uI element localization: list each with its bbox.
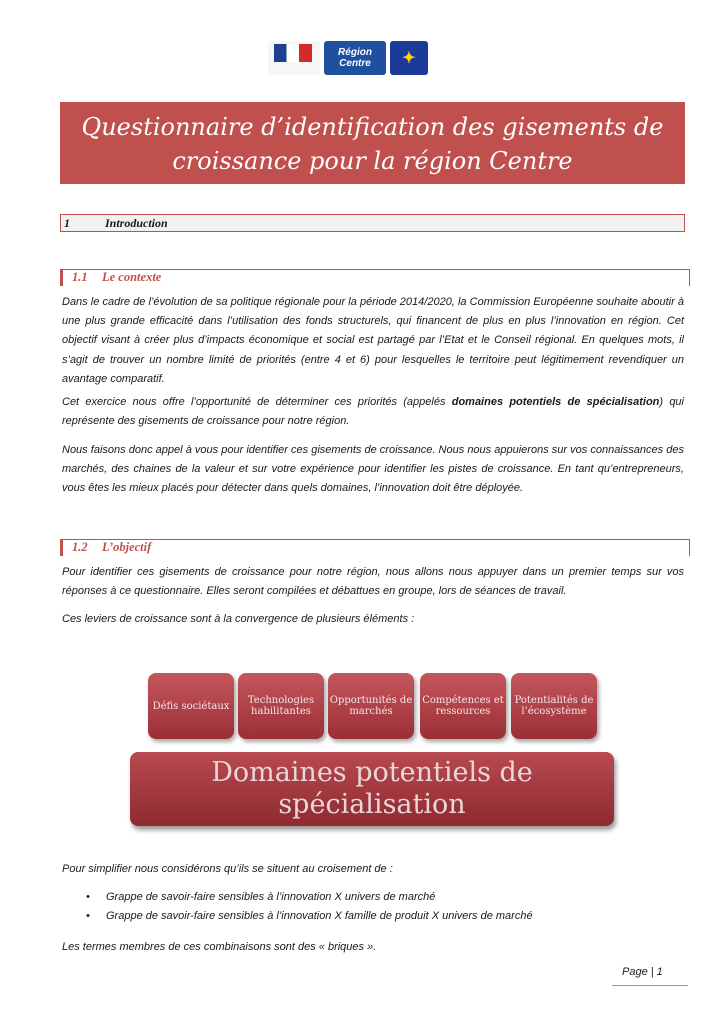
logo-bar	[268, 40, 478, 76]
tile-technologies-habilitantes: Technologies habilitantes	[238, 673, 324, 739]
tile-competences-ressources: Compétences et ressources	[420, 673, 506, 739]
banner-line1: Domaines potentiels de	[211, 757, 533, 788]
region-centre-line1: Région	[338, 47, 372, 58]
region-centre-logo	[324, 41, 386, 75]
bullet-icon: •	[86, 910, 90, 922]
heading-text: Introduction	[105, 216, 168, 230]
paragraph-text: ) qui représente des gisements de croissance pour notre région.	[62, 396, 684, 428]
heading-accent-bar	[60, 540, 63, 556]
footer-divider	[612, 985, 688, 986]
heading-text: L’objectif	[102, 540, 152, 554]
heading-le-contexte	[60, 269, 690, 286]
french-flag-icon	[274, 44, 312, 62]
heading-objectif	[60, 539, 690, 556]
heading-introduction	[60, 214, 685, 232]
region-centre-line2: Centre	[339, 58, 371, 69]
list-item-text: Grappe de savoir-faire sensibles à l’innovation X univers de marché	[106, 891, 436, 903]
paragraph-leviers: Ces leviers de croissance sont à la convergence de plusieurs éléments :	[62, 613, 415, 625]
bold-term: domaines potentiels de spécialisation	[451, 396, 660, 408]
republique-francaise-logo	[268, 41, 320, 75]
paragraph-exercice	[62, 393, 684, 431]
document-title: Questionnaire d’identification des gisements de croissance pour la région Centre	[60, 102, 685, 184]
tile-defis-societaux: Défis sociétaux	[148, 673, 234, 739]
paragraph-contexte: Dans le cadre de l’évolution de sa politique régionale pour la période 2014/2020, la Commission Européenne souhaite aboutir à une plus grande efficacité dans l’utilisation des fonds structurels, qui financent de plus en plus l’innovation en région. Cet objectif visant à créer plus d’impacts économique et social est partagé par l’Etat et le Conseil régional. En quelques mots, il s’agit de trouver un nombre limité de priorités (entre 4 et 6) pour lesquelles le territoire peut légitimement revendiquer un avantage comparatif.	[62, 296, 684, 385]
tile-potentialites-ecosysteme: Potentialités de l’écosystème	[511, 673, 597, 739]
bullet-icon: •	[86, 891, 90, 903]
paragraph-briques: Les termes membres de ces combinaisons sont des « briques ».	[62, 941, 377, 953]
paragraph-text: Cet exercice nous offre l’opportunité de déterminer ces priorités (appelés	[62, 396, 452, 408]
heading-number: 1	[64, 216, 70, 230]
arittc-logo	[432, 41, 478, 75]
paragraph-objectif: Pour identifier ces gisements de croissance pour notre région, nous allons nous appuyer dans un premier temps sur vos réponses à ce questionnaire. Elles seront compilées et débattues en groupe, lors de séances de travail.	[62, 566, 684, 598]
paragraph-simplifier: Pour simplifier nous considérons qu’ils se situent au croisement de :	[62, 863, 393, 875]
paragraph-appel: Nous faisons donc appel à vous pour identifier ces gisements de croissance. Nous nous appuierons sur vos connaissances des marchés, des chaines de la valeur et sur votre expérience pour identifier les pistes de croissance. En tant qu’entrepreneurs, vous êtes les mieux placés pour détecter dans quels domaines, l’innovation doit être déployée.	[62, 444, 684, 495]
list-item-text: Grappe de savoir-faire sensibles à l’innovation X famille de produit X univers de marché	[106, 910, 533, 922]
specialisation-diagram	[126, 668, 616, 834]
heading-number: 1.1	[72, 270, 88, 284]
domaines-potentiels-banner	[130, 752, 614, 826]
tile-opportunites-marches: Opportunités de marchés	[328, 673, 414, 739]
banner-line2: spécialisation	[278, 789, 466, 820]
heading-number: 1.2	[72, 540, 88, 554]
heading-text: Le contexte	[102, 270, 162, 284]
european-union-flag-icon: ✦	[390, 41, 428, 75]
heading-accent-bar	[60, 270, 63, 286]
page-number: Page | 1	[622, 966, 663, 978]
